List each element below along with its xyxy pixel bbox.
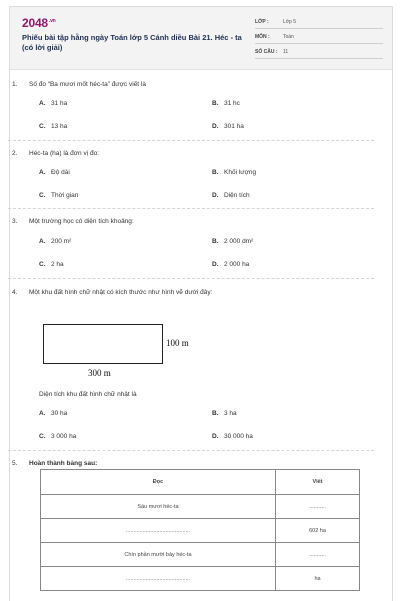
meta-label: SỐ CÂU : — [255, 49, 278, 55]
meta-class-row — [255, 16, 383, 29]
option-c[interactable]: C. Thời gian — [39, 192, 79, 199]
question-text: Một khu đất hình chữ nhật có kích thước như hình vẽ dưới đây: — [29, 289, 213, 296]
land-rectangle-figure — [43, 324, 163, 364]
option-d[interactable]: D. 2 000 ha — [212, 261, 250, 268]
option-d[interactable]: D. 301 ha — [212, 123, 244, 130]
table-cell: 602 ha — [276, 519, 360, 543]
table-cell: ha — [276, 567, 360, 591]
meta-value: 11 — [283, 49, 289, 55]
option-c[interactable]: C. 2 ha — [39, 261, 64, 268]
question-text: Số đo “Ba mươi mốt héc-ta” được viết là — [29, 81, 146, 88]
table-row — [41, 567, 360, 591]
conversion-table — [40, 469, 360, 591]
table-cell: Sáu mươi héc-ta — [41, 495, 276, 519]
width-label: 300 m — [88, 368, 111, 378]
worksheet-header — [10, 7, 392, 70]
question-number: 3. — [12, 218, 18, 225]
site-logo[interactable]: $2048^{.vn}$ — [22, 16, 56, 30]
question-number: 4. — [12, 289, 18, 296]
divider — [8, 140, 374, 141]
answer-blank[interactable]: ........... — [276, 495, 360, 519]
question-text: Héc-ta (ha) là đơn vị đo: — [29, 150, 100, 157]
divider — [8, 278, 374, 279]
option-a[interactable]: A. 31 ha — [39, 100, 68, 107]
option-c[interactable]: C. 13 ha — [39, 123, 68, 130]
option-c[interactable]: C. 3 000 ha — [39, 433, 77, 440]
table-row — [41, 495, 360, 519]
meta-value: Toán — [283, 34, 294, 40]
option-b[interactable]: B. 3 ha — [212, 410, 237, 417]
meta-label: LỚP : — [255, 19, 269, 25]
divider — [8, 208, 374, 209]
meta-subject-row — [255, 31, 383, 44]
column-header-read: Đọc — [41, 470, 276, 495]
option-a[interactable]: A. Độ dài — [39, 169, 70, 176]
question-number: 2. — [12, 150, 18, 157]
option-d[interactable]: D. Diện tích — [212, 192, 250, 199]
question-number: 1. — [12, 81, 18, 88]
question-text: Hoàn thành bảng sau: — [29, 460, 98, 467]
option-a[interactable]: A. 30 ha — [39, 410, 68, 417]
table-header-row — [41, 470, 360, 495]
table-row — [41, 519, 360, 543]
meta-label: MÔN : — [255, 34, 270, 40]
question-subtext: Diện tích khu đất hình chữ nhật là — [39, 391, 137, 398]
table-row — [41, 543, 360, 567]
page-title: Phiếu bài tập hằng ngày Toán lớp 5 Cánh diều Bài 21. Héc - ta (có lời giải) — [22, 33, 242, 52]
height-label: 100 m — [166, 338, 189, 348]
table-cell: Chín phần mười bảy héc-ta — [41, 543, 276, 567]
column-header-write: Viết — [276, 470, 360, 495]
option-b[interactable]: B. Khối lượng — [212, 169, 257, 176]
answer-blank[interactable]: .......................................... — [41, 567, 276, 591]
divider — [8, 450, 374, 451]
question-text: Một trường học có diện tích khoảng: — [29, 218, 134, 225]
meta-value: Lớp 5 — [283, 19, 297, 25]
question-number: 5. — [12, 460, 18, 467]
option-b[interactable]: B. 2 000 dm² — [212, 238, 254, 245]
option-d[interactable]: D. 30 000 ha — [212, 433, 253, 440]
option-b[interactable]: B. 31 hc — [212, 100, 240, 107]
option-a[interactable]: A. 200 m² — [39, 238, 72, 245]
answer-blank[interactable]: ........... — [276, 543, 360, 567]
meta-count-row — [255, 46, 383, 59]
answer-blank[interactable]: .......................................... — [41, 519, 276, 543]
